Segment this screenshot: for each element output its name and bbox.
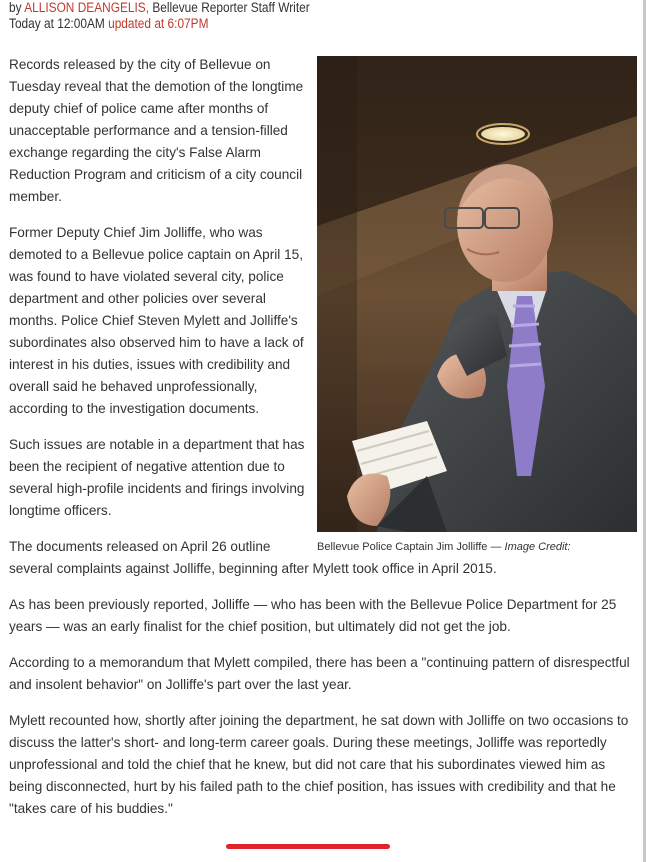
- article-photo[interactable]: [317, 56, 637, 532]
- article-paragraph-2: Former Deputy Chief Jim Jolliffe, who was demoted to a Bellevue police captain on April 15, was found to have violated several city, police department and other policies over several months. Police Chief Steven Mylett and Jolliffe's subordinates also observed him to have a lack of interest in his duties, issues with credibility and overall said he behaved unprofessionally, according to the investigation documents.: [9, 225, 304, 416]
- article-paragraph-4: The documents released on April 26 outline several complaints against Jolliffe, beginning after Mylett took office in April 2015.: [9, 539, 497, 576]
- caption-text: Bellevue Police Captain Jim Jolliffe: [317, 541, 488, 553]
- author-link[interactable]: ALLISON DEANGELIS,: [24, 0, 150, 15]
- updated-time: updated at 6:07PM: [108, 16, 209, 31]
- publication-label: Bellevue Reporter Staff Writer: [152, 0, 310, 15]
- article-paragraph-5: As has been previously reported, Jolliffe — who has been with the Bellevue Police Department for 25 years — was an early finalist for the chief position, but ultimately did not get the job.: [9, 597, 617, 634]
- article-body: [9, 54, 637, 834]
- article-paragraph-3: Such issues are notable in a department that has been the recipient of negative attention due to several high-profile incidents and firings involving longtime officers.: [9, 437, 305, 518]
- photo-caption: [317, 532, 637, 554]
- byline: [9, 0, 555, 32]
- byline-prefix: by: [9, 0, 22, 15]
- publish-time: Today at 12:00AM: [9, 16, 105, 31]
- quote-highlight-underline: [226, 844, 390, 849]
- article-paragraph-1: Records released by the city of Bellevue on Tuesday reveal that the demotion of the longtime deputy chief of police came after months of unacceptable performance and a tension-filled exchange regarding the city's False Alarm Reduction Program and criticism of a city council member.: [9, 57, 304, 204]
- article-figure: [317, 56, 637, 554]
- article-paragraph-6: According to a memorandum that Mylett compiled, there has been a "continuing pattern of disrespectful and insolent behavior" on Jolliffe's part over the last year.: [9, 655, 630, 692]
- image-credit: — Image Credit:: [490, 541, 571, 553]
- article-paragraph-7: Mylett recounted how, shortly after joining the department, he sat down with Jolliffe on two occasions to discuss the latter's short- and long-term career goals. During these meetings, Jolliffe was reportedly unprofessional and told the chief that he knew, but did not care that his subordinates viewed him as being disconnected, hurt by his failed path to the chief position, has issues with credibility and that he "takes care of his buddies.": [9, 713, 629, 816]
- photo-illustration: [317, 56, 637, 532]
